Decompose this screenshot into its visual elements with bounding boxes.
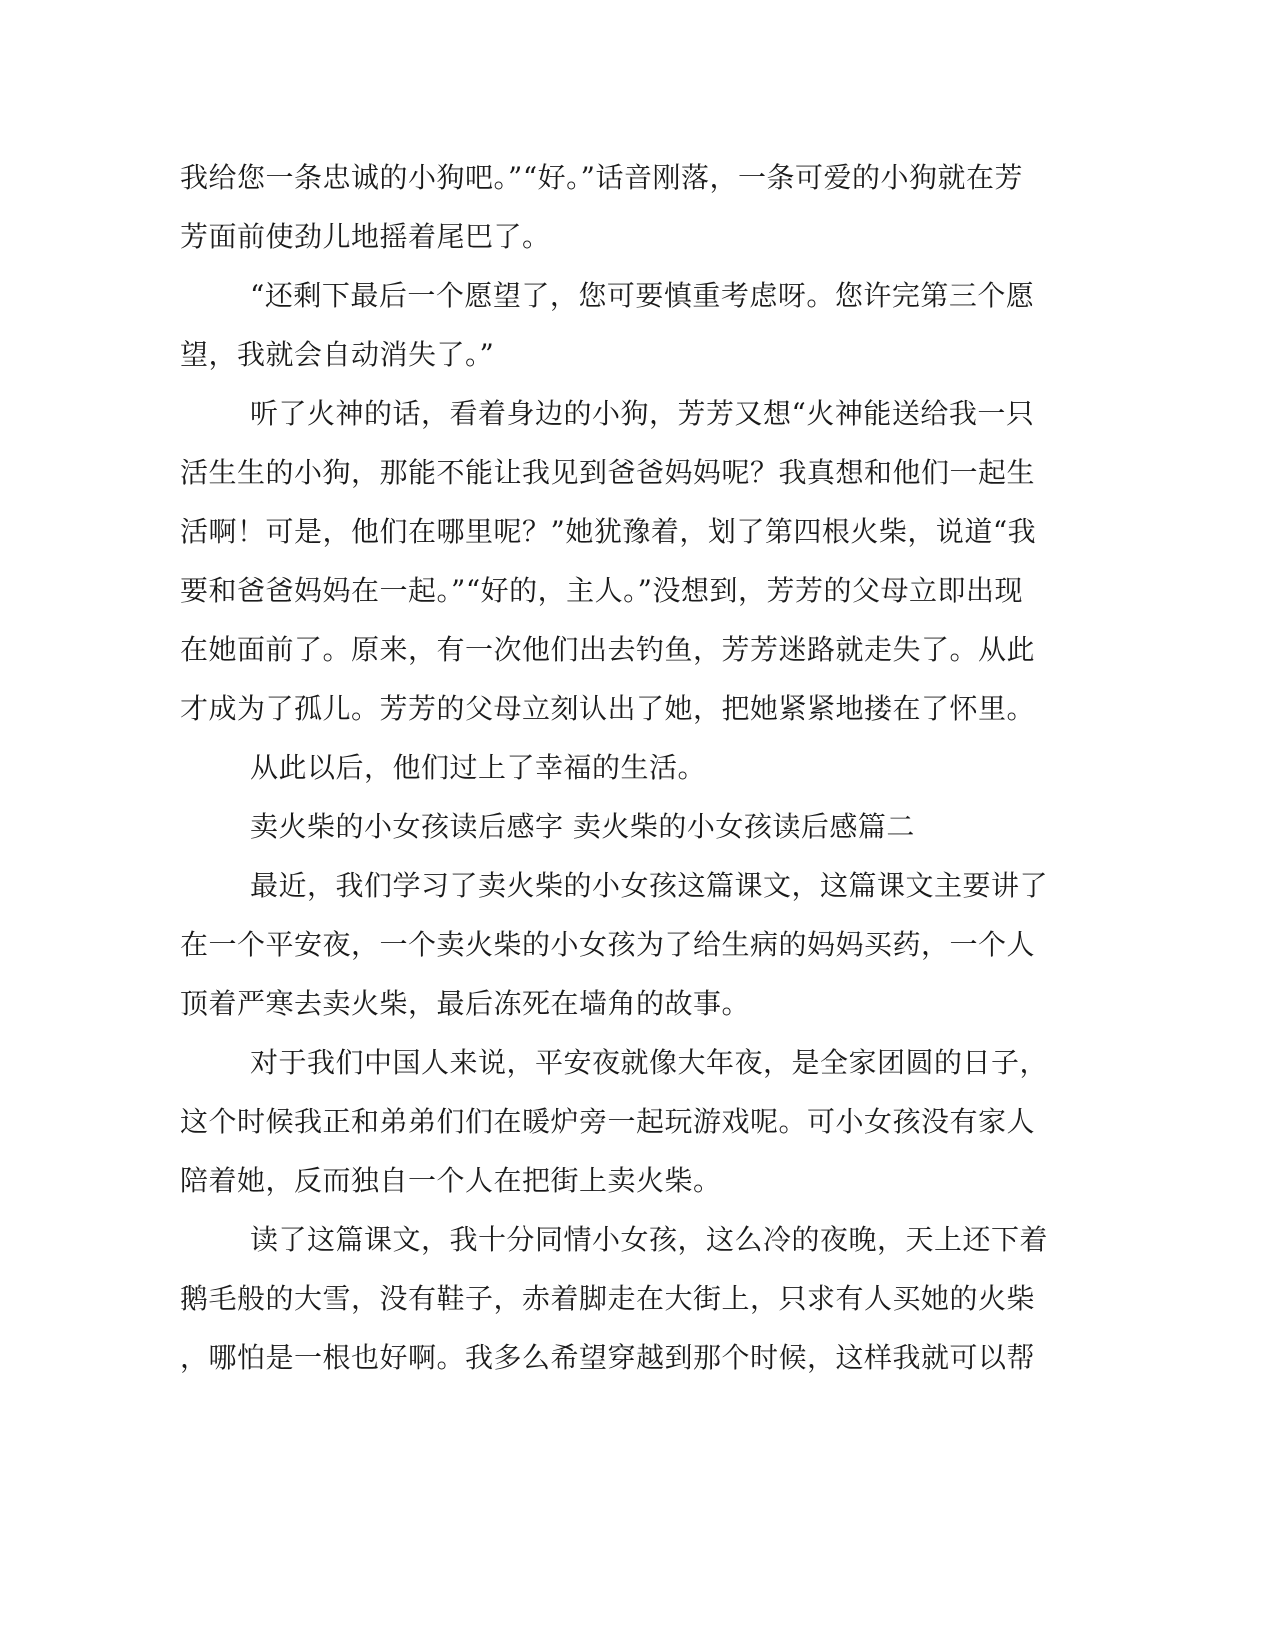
text-line: 这个时候我正和弟弟们们在暖炉旁一起玩游戏呢。可小女孩没有家人 xyxy=(180,1105,1036,1138)
text-line: 芳面前使劲儿地摇着尾巴了。 xyxy=(180,220,551,253)
text-line: 望，我就会自动消失了。” xyxy=(180,338,495,371)
text-line: 在她面前了。原来，有一次他们出去钓鱼，芳芳迷路就走失了。从此 xyxy=(180,633,1036,666)
text-line: 从此以后，他们过上了幸福的生活。 xyxy=(250,751,707,784)
text-line: 陪着她，反而独自一个人在把街上卖火柴。 xyxy=(180,1164,722,1197)
text-line: “还剩下最后一个愿望了，您可要慎重考虑呀。您许完第三个愿 xyxy=(250,279,1035,312)
text-line: 对于我们中国人来说，平安夜就像大年夜，是全家团圆的日子， xyxy=(250,1046,1049,1079)
text-line: 读了这篇课文，我十分同情小女孩，这么冷的夜晚，天上还下着 xyxy=(250,1223,1049,1256)
section-heading: 卖火柴的小女孩读后感字 卖火柴的小女孩读后感篇二 xyxy=(250,810,915,843)
text-line: 顶着严寒去卖火柴，最后冻死在墙角的故事。 xyxy=(180,987,751,1020)
text-line: ，哪怕是一根也好啊。我多么希望穿越到那个时候，这样我就可以帮 xyxy=(180,1341,1036,1374)
text-line: 在一个平安夜，一个卖火柴的小女孩为了给生病的妈妈买药，一个人 xyxy=(180,928,1036,961)
text-line: 要和爸爸妈妈在一起。”“好的，主人。”没想到，芳芳的父母立即出现 xyxy=(180,574,1023,607)
text-line: 才成为了孤儿。芳芳的父母立刻认出了她，把她紧紧地搂在了怀里。 xyxy=(180,692,1036,725)
text-line: 活啊！可是，他们在哪里呢？”她犹豫着，划了第四根火柴，说道“我 xyxy=(180,515,1037,548)
text-line: 我给您一条忠诚的小狗吧。”“好。”话音刚落，一条可爱的小狗就在芳 xyxy=(180,161,1023,194)
text-line: 活生生的小狗，那能不能让我见到爸爸妈妈呢？我真想和他们一起生 xyxy=(180,456,1036,489)
text-line: 听了火神的话，看着身边的小狗，芳芳又想“火神能送给我一只 xyxy=(250,397,1035,430)
text-line: 鹅毛般的大雪，没有鞋子，赤着脚走在大街上，只求有人买她的火柴 xyxy=(180,1282,1036,1315)
text-line: 最近，我们学习了卖火柴的小女孩这篇课文，这篇课文主要讲了 xyxy=(250,869,1049,902)
